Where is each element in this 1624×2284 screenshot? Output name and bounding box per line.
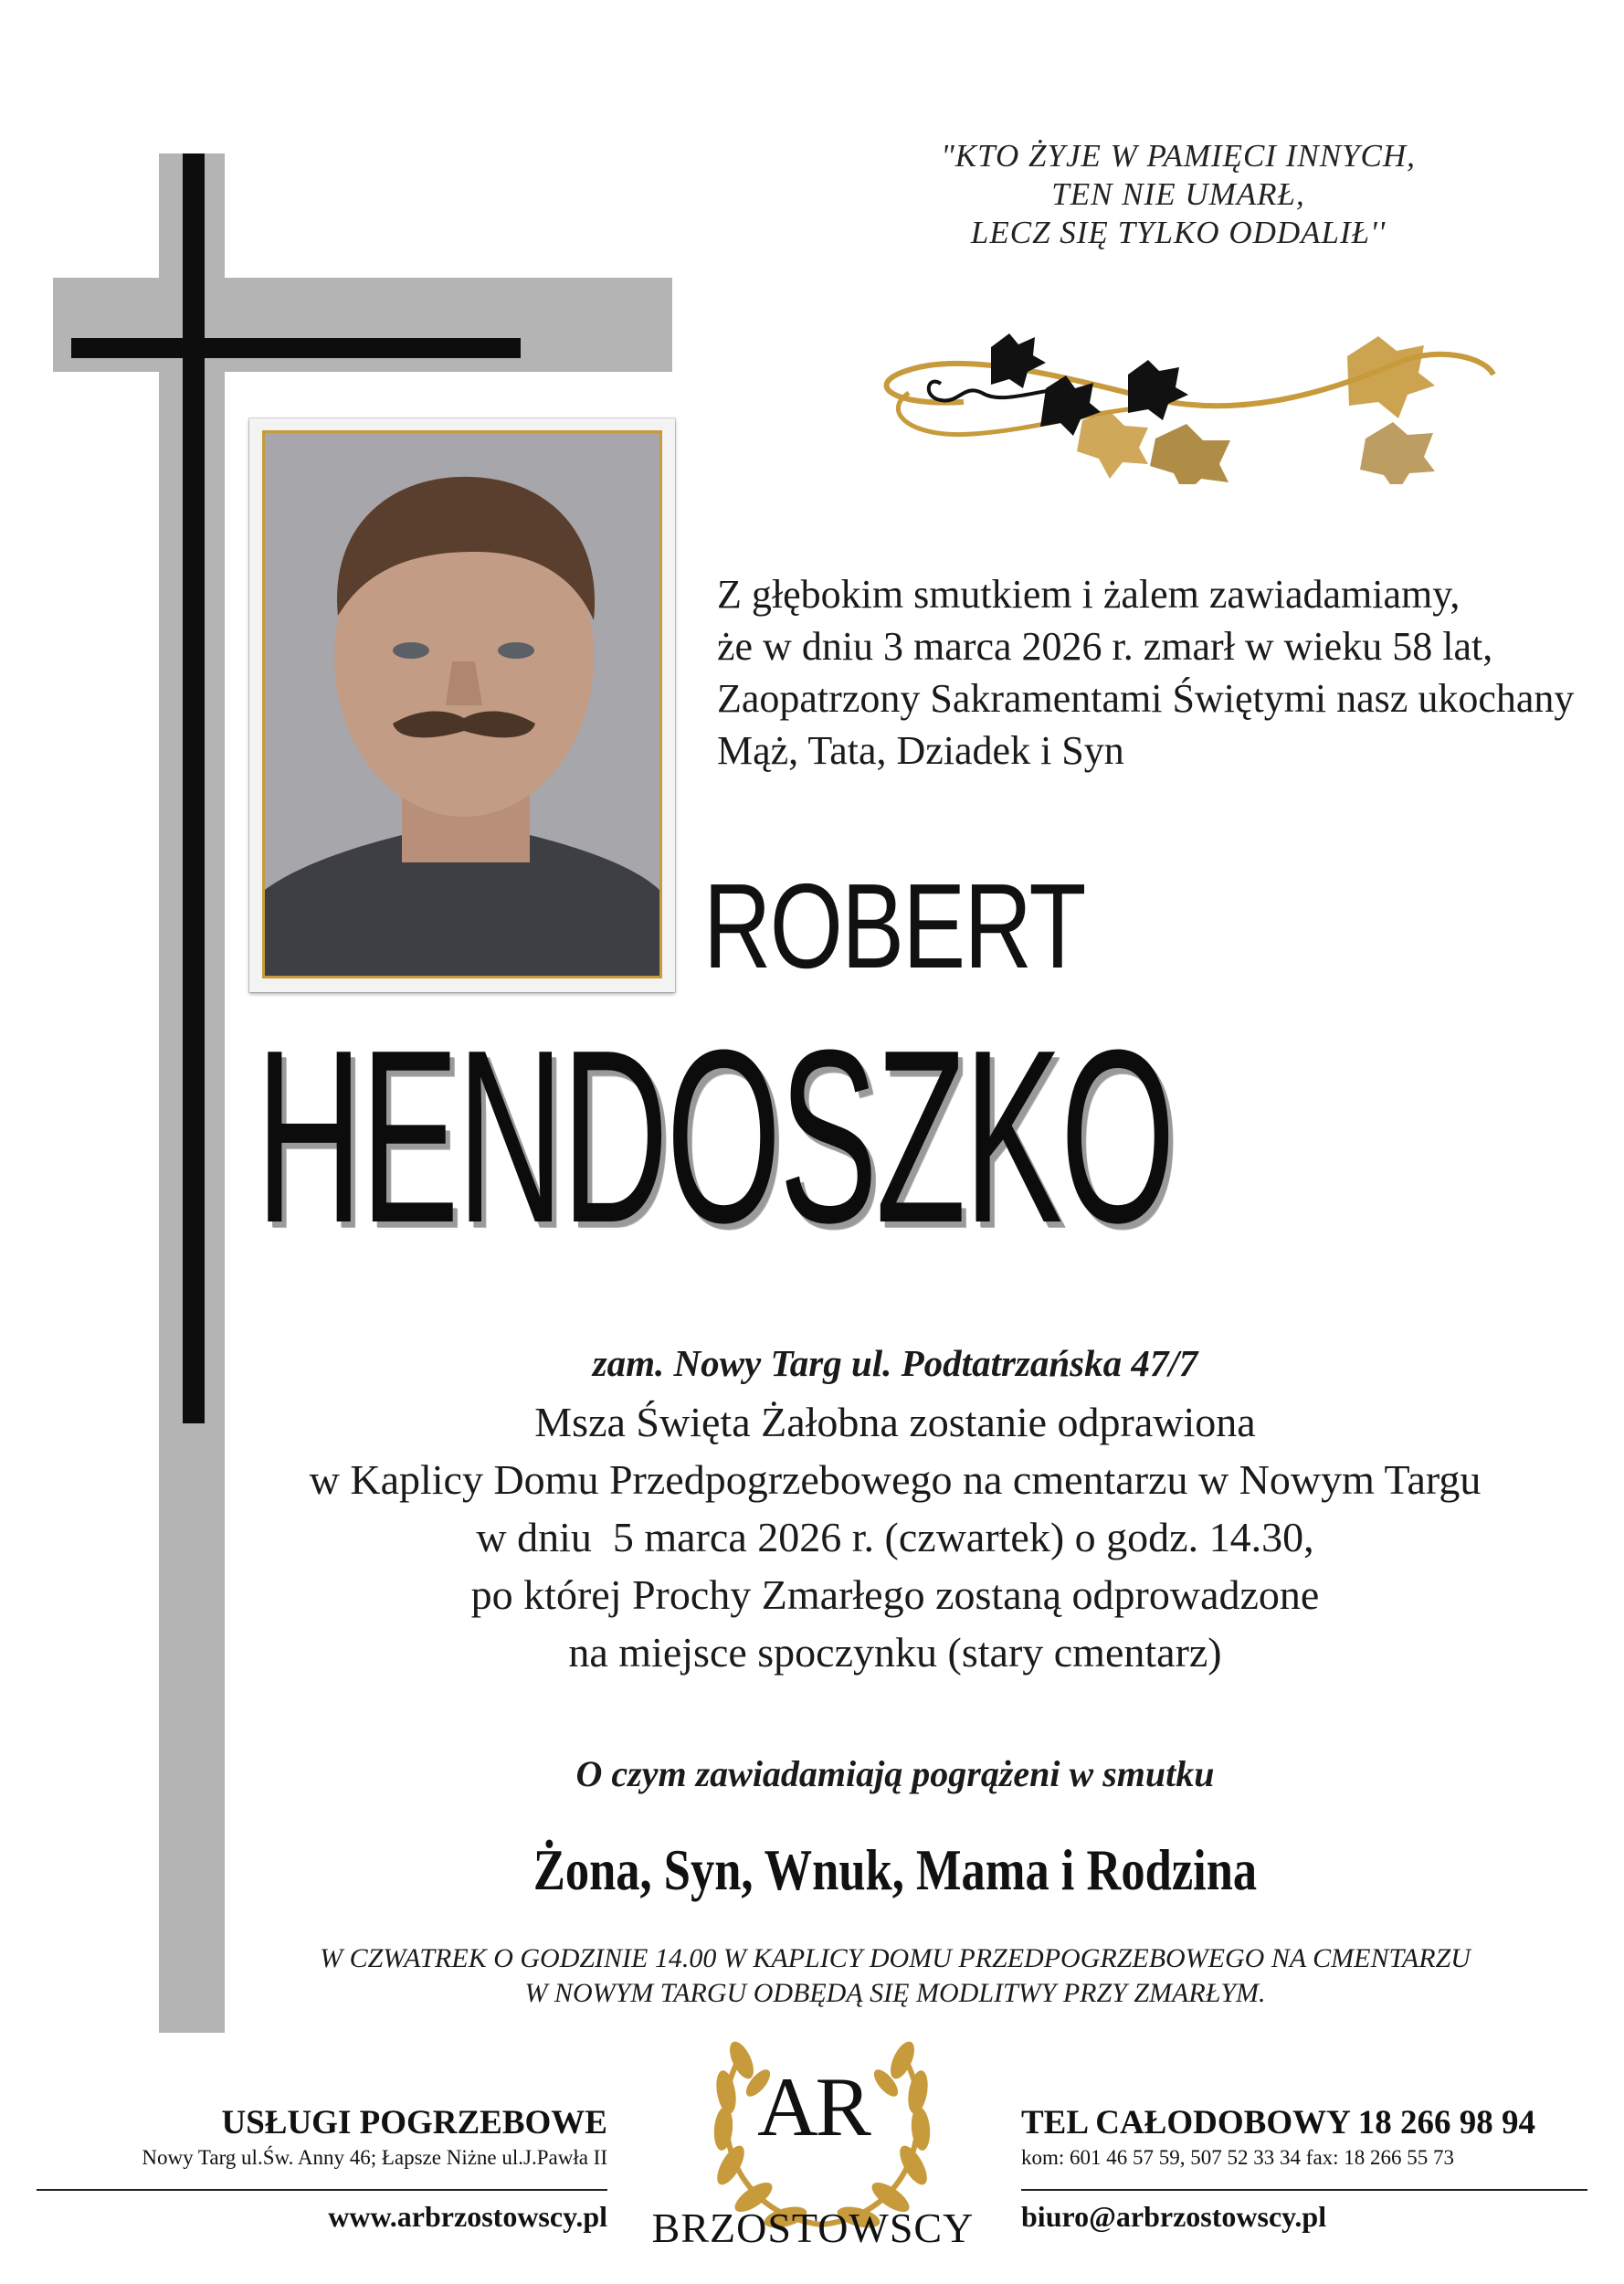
memorial-quote: "KTO ŻYJE W PAMIĘCI INNYCH, TEN NIE UMARŁ, LECZ SIĘ TYLKO ODDALIŁ'' <box>941 138 1416 250</box>
deceased-address: zam. Nowy Targ ul. Podtatrzańska 47/7 <box>592 1342 1198 1384</box>
logo-initials: AR <box>757 2060 869 2153</box>
intro-line-4: Mąż, Tata, Dziadek i Syn <box>717 728 1124 773</box>
prayer-line-2: W NOWYM TARGU ODBĘDĄ SIĘ MODLITWY PRZY ZMARŁYM. <box>524 1978 1266 2008</box>
footer-left <box>37 2103 607 2234</box>
mass-line-3: w dniu 5 marca 2026 r. (czwartek) o godz. 14.30, <box>476 1514 1314 1560</box>
mass-line-2: w Kaplicy Domu Przedpogrzebowego na cmentarzu w Nowym Targu <box>309 1456 1482 1503</box>
footer-left-divider <box>37 2189 607 2191</box>
phone-numbers: kom: 601 46 57 59, 507 52 33 34 fax: 18 266 55 73 <box>1021 2146 1455 2169</box>
prayer-note <box>210 1941 1580 2011</box>
prayer-line-1: W CZWATREK O GODZINIE 14.00 W KAPLICY DOMU PRZEDPOGRZEBOWEGO NA CMENTARZU <box>320 1943 1471 1973</box>
portrait-photo <box>262 430 662 978</box>
mass-line-5: na miejsce spoczynku (stary cmentarz) <box>568 1629 1222 1676</box>
cross-black-horizontal <box>71 338 521 358</box>
portrait-card <box>249 418 675 992</box>
first-name: ROBERT <box>703 859 1085 993</box>
intro-paragraph <box>717 568 1594 777</box>
mass-info <box>210 1393 1580 1681</box>
funeral-services-address: Nowy Targ ul.Św. Anny 46; Łapsze Niżne ul.J.Pawła II <box>142 2146 607 2169</box>
last-name: HENDOSZKO <box>256 999 1174 1274</box>
logo-name: BRZOSTOWSCY <box>651 2205 975 2251</box>
website-link[interactable]: www.arbrzostowscy.pl <box>328 2200 607 2233</box>
phone-24h: TEL CAŁODOBOWY 18 266 98 94 <box>1021 2104 1535 2141</box>
intro-line-3: Zaopatrzony Sakramentami Świętymi nasz ukochany <box>717 676 1575 721</box>
email-link[interactable]: biuro@arbrzostowscy.pl <box>1021 2200 1327 2233</box>
mass-line-1: Msza Święta Żałobna zostanie odprawiona <box>534 1399 1256 1445</box>
leaf-ornament-icon <box>854 320 1512 484</box>
footer-right-divider <box>1021 2189 1587 2191</box>
intro-line-1: Z głębokim smutkiem i żalem zawiadamiamy, <box>717 572 1461 617</box>
footer-right <box>1021 2103 1587 2234</box>
mourners-intro: O czym zawiadamiają pogrążeni w smutku <box>575 1753 1215 1794</box>
mass-line-4: po której Prochy Zmarłego zostaną odprowadzone <box>470 1571 1320 1618</box>
intro-line-2: że w dniu 3 marca 2026 r. zmarł w wieku 58 lat, <box>717 624 1493 669</box>
funeral-services-title: USŁUGI POGRZEBOWE <box>221 2104 607 2141</box>
mourners-family: Żona, Syn, Wnuk, Mama i Rodzina <box>533 1837 1258 1902</box>
portrait-silhouette-icon <box>265 433 659 976</box>
